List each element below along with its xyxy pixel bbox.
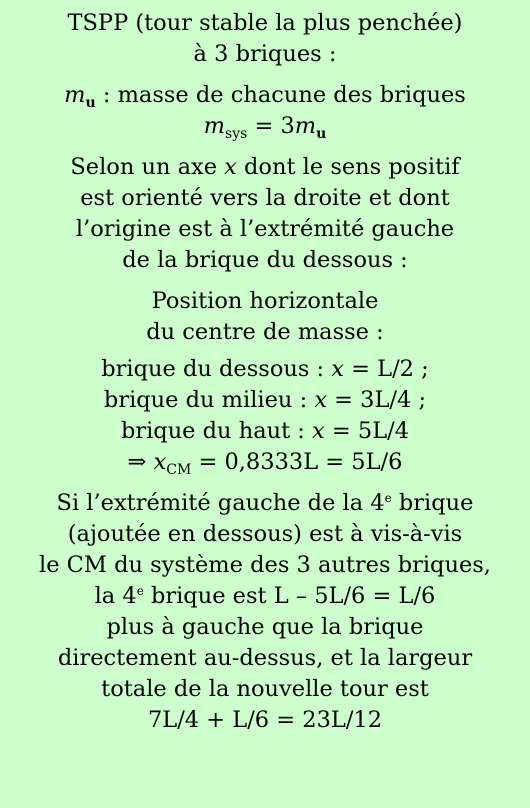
x-variable: x (312, 418, 325, 444)
axis-line-1 (12, 152, 518, 183)
title-line-1: TSPP (tour stable la plus penchée) (67, 10, 463, 36)
ordinal-superscript: e (136, 584, 144, 598)
mass-definition-line (12, 80, 518, 111)
ordinal-superscript: e (384, 491, 392, 505)
axis-text-a: Selon un axe (70, 154, 225, 180)
x-variable: x (331, 356, 344, 382)
conclusion-line-7: totale de la nouvelle tour est (101, 676, 429, 702)
system-mass-subscript: sys (225, 126, 248, 142)
mass-definition-block (12, 80, 518, 142)
bottom-brick-position (12, 354, 518, 385)
system-mass-unit-symbol: m (294, 113, 317, 139)
implies-arrow: ⇒ (127, 449, 154, 475)
system-mass-equals: = 3 (247, 113, 295, 139)
conclusion-l4-b: brique est L – 5L/6 = L/6 (143, 583, 436, 609)
top-brick-label: brique du haut : (120, 418, 313, 444)
top-brick-position (12, 416, 518, 447)
axis-line-4: de la brique du dessous : (122, 247, 408, 273)
title-line-2: à 3 briques : (193, 41, 337, 67)
axis-line-3: l’origine est à l’extrémité gauche (75, 216, 455, 242)
cm-subscript: CM (166, 462, 192, 478)
conclusion-line-4 (12, 581, 518, 612)
conclusion-line-5: plus à gauche que la brique (106, 614, 424, 640)
conclusion-line-1 (12, 488, 518, 519)
center-of-mass-result (12, 447, 518, 478)
title-block (12, 8, 518, 70)
x-variable: x (314, 387, 328, 413)
conclusion-l4-a: la 4 (94, 583, 137, 609)
position-heading-1: Position horizontale (151, 288, 379, 314)
conclusion-line-6: directement au-dessus, et la largeur (57, 645, 473, 671)
position-heading-2: du centre de masse : (146, 319, 384, 345)
conclusion-line-3: le CM du système des 3 autres briques, (39, 552, 491, 578)
axis-line-2: est orienté vers la droite et dont (80, 185, 450, 211)
x-variable: x (153, 449, 167, 475)
axis-description-block (12, 152, 518, 276)
conclusion-l1-b: brique (391, 490, 474, 516)
system-mass-line (12, 111, 518, 142)
system-mass-unit-subscript: u (316, 126, 327, 142)
conclusion-block (12, 488, 518, 736)
bottom-brick-value: = L/2 ; (344, 356, 429, 382)
conclusion-line-8: 7L/4 + L/6 = 23L/12 (147, 707, 383, 733)
mass-unit-subscript: u (85, 95, 96, 111)
axis-variable-x: x (224, 154, 237, 180)
axis-text-b: dont le sens positif (236, 154, 460, 180)
middle-brick-label: brique du milieu : (103, 387, 315, 413)
position-values-block (12, 354, 518, 478)
middle-brick-position (12, 385, 518, 416)
bottom-brick-label: brique du dessous : (101, 356, 332, 382)
conclusion-l1-a: Si l’extrémité gauche de la 4 (56, 490, 385, 516)
cm-result-value: = 0,8333L = 5L/6 (191, 449, 403, 475)
mass-symbol: m (64, 82, 86, 108)
system-mass-symbol: m (203, 113, 226, 139)
mass-definition-text: : masse de chacune des briques (95, 82, 466, 108)
position-block (12, 286, 518, 348)
conclusion-line-2: (ajoutée en dessous) est à vis-à-vis (67, 521, 463, 547)
top-brick-value: = 5L/4 (324, 418, 410, 444)
middle-brick-value: = 3L/4 ; (327, 387, 427, 413)
